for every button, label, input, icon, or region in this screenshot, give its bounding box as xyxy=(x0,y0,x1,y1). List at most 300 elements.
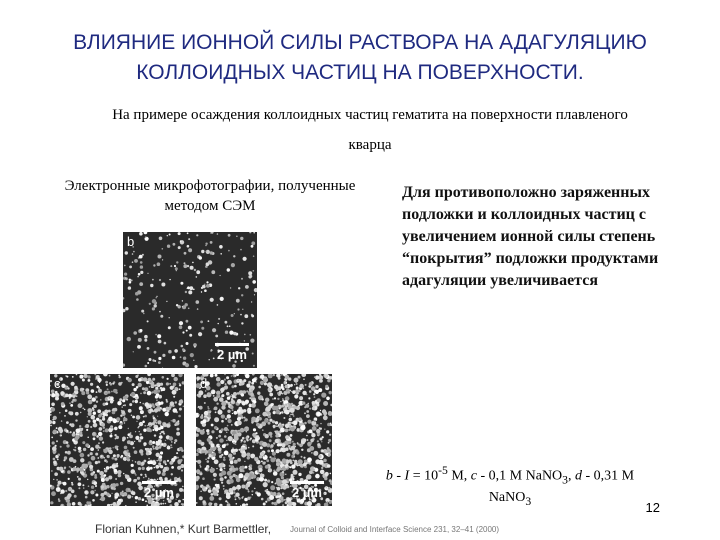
sem-particle xyxy=(152,279,154,281)
sem-particle xyxy=(59,467,64,472)
sem-particle xyxy=(135,400,138,403)
sem-particle xyxy=(93,412,96,415)
sem-particle xyxy=(83,448,86,451)
sem-particle xyxy=(179,477,180,478)
sem-particle xyxy=(158,408,161,411)
sem-particle xyxy=(246,453,250,457)
sem-particle xyxy=(302,387,304,389)
sem-particle xyxy=(219,444,221,446)
sem-particle xyxy=(196,485,199,489)
sem-particle xyxy=(280,447,283,450)
sem-particle xyxy=(76,467,80,471)
sem-particle xyxy=(229,331,233,335)
sem-particle xyxy=(224,385,228,389)
title-line-1: ВЛИЯНИЕ ИОННОЙ СИЛЫ РАСТВОРА НА АДАГУЛЯЦИЮ xyxy=(73,31,647,54)
sem-particle xyxy=(97,457,99,459)
sem-particle xyxy=(237,399,242,404)
sem-particle xyxy=(94,474,97,477)
caption-i-symbol: I xyxy=(404,468,410,484)
sem-particle xyxy=(280,401,281,402)
sem-particle xyxy=(178,500,181,503)
sem-particle xyxy=(71,482,73,484)
sem-particle xyxy=(152,378,155,381)
sem-particle xyxy=(73,449,75,451)
sem-particle xyxy=(147,374,151,376)
sem-particle xyxy=(129,403,132,406)
sem-particle xyxy=(118,474,122,478)
sem-particle xyxy=(118,425,122,429)
sem-particle xyxy=(326,397,330,401)
sem-particle xyxy=(323,415,328,420)
sem-particle xyxy=(269,439,272,442)
sem-particle xyxy=(179,488,183,492)
sem-particle xyxy=(157,479,158,480)
sem-particle xyxy=(125,251,128,254)
sem-particle xyxy=(50,380,52,382)
sem-particle xyxy=(177,457,179,459)
sem-particle xyxy=(138,426,140,428)
sem-particle xyxy=(159,435,163,439)
sem-particle xyxy=(182,331,184,333)
sem-particle xyxy=(94,490,95,491)
sem-particle xyxy=(254,288,257,292)
sem-particle xyxy=(171,374,175,377)
sem-particle xyxy=(143,313,145,315)
sem-particle xyxy=(138,338,142,342)
sem-particle xyxy=(234,396,236,398)
caption-unit: M, xyxy=(447,468,471,484)
sem-particle xyxy=(201,442,205,446)
sem-particle xyxy=(190,353,194,357)
sem-particle xyxy=(156,460,158,462)
sem-particle xyxy=(200,416,203,419)
sem-particle xyxy=(53,479,54,480)
sem-particle xyxy=(246,439,248,441)
sem-particle xyxy=(196,234,198,236)
sem-particle xyxy=(104,474,107,477)
sem-particle xyxy=(111,433,113,435)
sem-particle xyxy=(207,460,210,463)
sem-particle xyxy=(50,414,52,416)
sem-particle xyxy=(236,299,240,303)
sem-particle xyxy=(251,241,255,245)
sem-particle xyxy=(290,434,293,437)
sem-particle xyxy=(157,334,161,338)
sem-particle xyxy=(58,500,60,502)
sem-particle xyxy=(96,435,99,438)
sem-particle xyxy=(163,423,167,427)
sem-particle xyxy=(66,421,69,424)
sem-particle xyxy=(182,455,184,458)
sem-particle xyxy=(151,502,155,506)
caption-c-sub: 3 xyxy=(562,473,568,487)
sem-particle xyxy=(158,340,162,344)
sem-particle xyxy=(69,402,71,404)
sem-particle xyxy=(79,467,83,471)
sem-particle xyxy=(127,437,129,439)
sem-particle xyxy=(273,471,278,476)
sem-particle xyxy=(269,456,271,458)
sem-particle xyxy=(306,410,309,413)
sem-particle xyxy=(160,451,163,454)
sem-particle xyxy=(103,430,105,432)
sem-particle xyxy=(156,453,160,457)
sem-particle xyxy=(274,502,278,506)
sem-particle xyxy=(158,255,162,259)
sem-particle xyxy=(251,403,256,408)
sem-particle xyxy=(249,404,251,406)
sem-particle xyxy=(285,390,287,392)
sem-particle xyxy=(281,443,285,447)
sem-particle xyxy=(126,450,129,453)
sem-particle xyxy=(92,499,95,502)
sem-particle xyxy=(143,416,145,418)
sem-particle xyxy=(78,482,82,486)
sem-particle xyxy=(92,432,95,435)
sem-particle xyxy=(273,426,275,428)
sem-particle xyxy=(315,385,318,388)
sem-particle xyxy=(268,471,269,472)
sem-particle xyxy=(143,377,147,381)
sem-particle xyxy=(317,440,319,442)
sem-particle xyxy=(236,236,237,237)
sem-particle xyxy=(237,409,241,413)
sem-particle xyxy=(157,390,160,393)
sem-particle xyxy=(84,471,86,473)
reference-journal: Journal of Colloid and Interface Science 231, 32–41 (2000) xyxy=(290,525,500,534)
sem-particle xyxy=(124,265,126,267)
sem-particle xyxy=(114,427,118,431)
sem-particle xyxy=(309,408,311,410)
sem-particle xyxy=(140,410,144,414)
sem-particle xyxy=(93,423,98,428)
sem-particle xyxy=(187,286,190,289)
sem-particle xyxy=(144,232,148,234)
sem-particle xyxy=(248,447,250,449)
sem-particle xyxy=(137,345,141,349)
sem-particle xyxy=(173,396,175,398)
sem-particle xyxy=(273,374,275,376)
sem-particle xyxy=(234,434,239,439)
sem-particle xyxy=(205,459,206,460)
sem-particle xyxy=(160,315,163,318)
sem-particle xyxy=(149,408,153,412)
sem-particle xyxy=(289,447,291,449)
sem-particle xyxy=(161,283,165,287)
sem-particle xyxy=(136,415,141,420)
sem-particle xyxy=(307,501,312,506)
sem-particle xyxy=(292,460,294,462)
slide-subtitle xyxy=(40,100,700,160)
sem-particle xyxy=(233,392,237,396)
sem-particle xyxy=(248,491,250,493)
sem-particle xyxy=(123,492,127,496)
sem-particle xyxy=(124,396,127,399)
sem-particle xyxy=(91,456,96,461)
sem-particle xyxy=(146,427,151,432)
sem-particle xyxy=(135,474,137,476)
figure-caption-line-1: $b - I = 10^{-5}$ M, c - 0,1 M NaNO$_3$, d - 0,31 M xyxy=(385,464,635,487)
sem-particle xyxy=(168,326,171,329)
sem-particle xyxy=(244,428,247,431)
sem-particle xyxy=(155,465,159,469)
sem-particle xyxy=(145,365,148,368)
sem-particle xyxy=(69,466,71,468)
sem-particle xyxy=(189,334,192,337)
sem-particle xyxy=(263,503,266,506)
sem-particle xyxy=(272,452,276,456)
sem-particle xyxy=(154,304,157,307)
sem-particle xyxy=(58,498,60,500)
sem-particle xyxy=(286,485,289,488)
sem-particle xyxy=(256,457,258,459)
sem-particle xyxy=(95,378,97,380)
sem-particle xyxy=(321,393,326,398)
sem-particle xyxy=(158,395,162,399)
sem-particle xyxy=(97,470,100,473)
sem-particle xyxy=(279,423,282,426)
sem-particle xyxy=(107,455,109,457)
sem-particle xyxy=(107,391,110,394)
sem-particle xyxy=(91,389,95,393)
sem-particle xyxy=(152,307,155,310)
sem-particle xyxy=(134,472,136,474)
sem-particle xyxy=(162,367,163,368)
sem-particle xyxy=(212,328,216,332)
sem-particle xyxy=(275,482,276,483)
sem-particle xyxy=(221,401,226,406)
sem-particle xyxy=(160,424,162,426)
sem-particle xyxy=(178,246,181,249)
sem-particle xyxy=(128,378,132,382)
sem-particle xyxy=(163,469,167,473)
sem-particle xyxy=(275,495,278,498)
sem-particle xyxy=(244,461,245,462)
sem-particle xyxy=(99,471,104,476)
sem-particle xyxy=(95,453,98,456)
sem-particle xyxy=(128,286,131,289)
sem-particle xyxy=(78,487,80,489)
sem-particle xyxy=(148,458,150,460)
sem-particle xyxy=(84,491,87,494)
sem-particle xyxy=(223,459,226,462)
sem-particle xyxy=(278,449,279,450)
sem-particle xyxy=(63,482,67,486)
sem-particle xyxy=(223,488,224,489)
sem-particle xyxy=(220,380,224,384)
sem-particle xyxy=(232,434,233,435)
sem-particle xyxy=(216,437,218,439)
sem-particle xyxy=(133,388,136,391)
sem-particle xyxy=(206,284,210,288)
sem-particle xyxy=(208,320,210,322)
sem-particle xyxy=(148,404,152,408)
sem-particle xyxy=(103,374,108,376)
sem-particle xyxy=(224,379,226,381)
sem-particle xyxy=(182,499,184,501)
sem-particle xyxy=(256,423,260,427)
sem-particle xyxy=(276,478,281,483)
sem-particle xyxy=(161,431,163,433)
sem-particle xyxy=(135,292,139,296)
sem-particle xyxy=(249,232,251,233)
sem-particle xyxy=(265,501,267,503)
sem-particle xyxy=(201,327,204,330)
sem-particle xyxy=(79,425,81,427)
sem-particle xyxy=(285,429,289,433)
sem-particle xyxy=(230,405,234,409)
sem-particle xyxy=(242,503,246,506)
sem-particle xyxy=(322,436,324,438)
sem-particle xyxy=(262,429,264,431)
sem-particle xyxy=(243,409,246,412)
sem-particle xyxy=(124,446,128,450)
sem-particle xyxy=(132,383,135,386)
sem-particle xyxy=(143,429,146,432)
sem-particle xyxy=(228,234,231,237)
sem-particle xyxy=(234,313,235,314)
sem-particle xyxy=(262,442,267,447)
sem-particle xyxy=(174,502,179,506)
sem-particle xyxy=(207,406,209,408)
sem-particle xyxy=(50,385,51,387)
sem-particle xyxy=(261,452,264,455)
sem-particle xyxy=(74,437,78,441)
sem-particle xyxy=(300,425,305,430)
sem-particle xyxy=(250,456,251,457)
sem-particle xyxy=(227,502,229,504)
sem-particle xyxy=(170,265,172,267)
page-number: 12 xyxy=(645,500,660,515)
sem-particle xyxy=(166,301,167,302)
sem-particle xyxy=(70,404,73,407)
sem-particle xyxy=(119,398,122,401)
sem-particle xyxy=(220,275,221,276)
sem-particle xyxy=(116,448,118,450)
sem-particle xyxy=(305,404,309,408)
sem-particle xyxy=(219,438,223,442)
sem-particle xyxy=(105,392,107,394)
sem-particle xyxy=(202,486,205,489)
sem-particle xyxy=(251,389,254,392)
sem-particle xyxy=(51,437,53,439)
sem-particle xyxy=(112,502,116,506)
sem-particle xyxy=(282,388,285,391)
sem-particle xyxy=(95,396,98,399)
sem-particle xyxy=(115,446,118,449)
sem-particle xyxy=(226,392,230,396)
sem-particle xyxy=(276,462,280,466)
sem-particle xyxy=(204,450,208,454)
sem-particle xyxy=(113,447,114,448)
sem-particle xyxy=(100,496,105,501)
sem-particle xyxy=(290,427,295,432)
sem-particle xyxy=(159,446,162,449)
sem-particle xyxy=(163,503,165,505)
sem-particle xyxy=(274,456,275,457)
sem-particle xyxy=(71,483,73,485)
sem-particle xyxy=(284,429,285,430)
sem-particle xyxy=(228,250,230,252)
figure-caption xyxy=(360,462,660,511)
sem-particle xyxy=(132,460,133,461)
sem-particle xyxy=(218,318,220,320)
sem-particle xyxy=(211,232,214,234)
sem-particle xyxy=(148,378,152,382)
sem-particle xyxy=(123,364,125,367)
sem-particle xyxy=(253,270,255,272)
sem-particle xyxy=(216,468,217,469)
sem-particle xyxy=(140,436,143,439)
sem-particle xyxy=(298,473,301,476)
sem-particle xyxy=(296,383,298,385)
sem-particle xyxy=(152,447,153,448)
sem-particle xyxy=(272,385,273,386)
sem-particle xyxy=(135,397,137,399)
sem-particle xyxy=(299,396,303,400)
sem-particle xyxy=(248,271,252,275)
scalebar-label: 2 µm xyxy=(144,485,174,500)
sem-particle xyxy=(286,453,290,457)
sem-particle xyxy=(138,385,140,387)
sem-particle xyxy=(133,351,134,352)
sem-particle xyxy=(306,474,311,479)
sem-particle xyxy=(132,416,135,419)
sem-particle xyxy=(264,402,269,407)
sem-particle xyxy=(228,436,233,441)
sem-particle xyxy=(323,459,327,463)
sem-particle xyxy=(119,495,120,496)
sem-particle xyxy=(224,493,225,494)
sem-particle xyxy=(86,429,88,431)
sem-particle xyxy=(133,479,136,482)
sem-particle xyxy=(253,255,255,257)
sem-particle xyxy=(139,422,143,426)
sem-particle xyxy=(50,425,52,427)
sem-particle xyxy=(216,377,221,382)
sem-particle xyxy=(161,408,163,410)
sem-particle xyxy=(80,412,81,413)
sem-particle xyxy=(277,487,281,491)
sem-particle xyxy=(282,471,284,473)
sem-particle xyxy=(116,483,119,486)
sem-particle xyxy=(230,461,234,465)
sem-particle xyxy=(173,243,176,246)
caption-c-label: c xyxy=(470,468,478,484)
sem-particle xyxy=(265,434,269,438)
sem-particle xyxy=(250,334,252,336)
sem-particle xyxy=(140,393,142,395)
sem-particle xyxy=(149,303,151,305)
sem-particle xyxy=(314,376,316,378)
sem-particle xyxy=(298,389,301,392)
sem-particle xyxy=(178,420,180,422)
sem-particle xyxy=(220,388,224,392)
sem-particle xyxy=(108,410,111,413)
sem-particle xyxy=(238,490,239,491)
caption-d-label: d xyxy=(575,468,582,484)
sem-particle xyxy=(233,491,236,494)
sem-particle xyxy=(242,470,244,472)
sem-particle xyxy=(244,314,248,318)
sem-particle xyxy=(90,452,93,455)
sem-particle xyxy=(258,416,259,417)
sem-particle xyxy=(221,428,224,431)
sem-particle xyxy=(284,499,286,501)
sem-particle xyxy=(255,438,259,442)
sem-particle xyxy=(152,441,155,444)
sem-particle xyxy=(178,374,182,377)
